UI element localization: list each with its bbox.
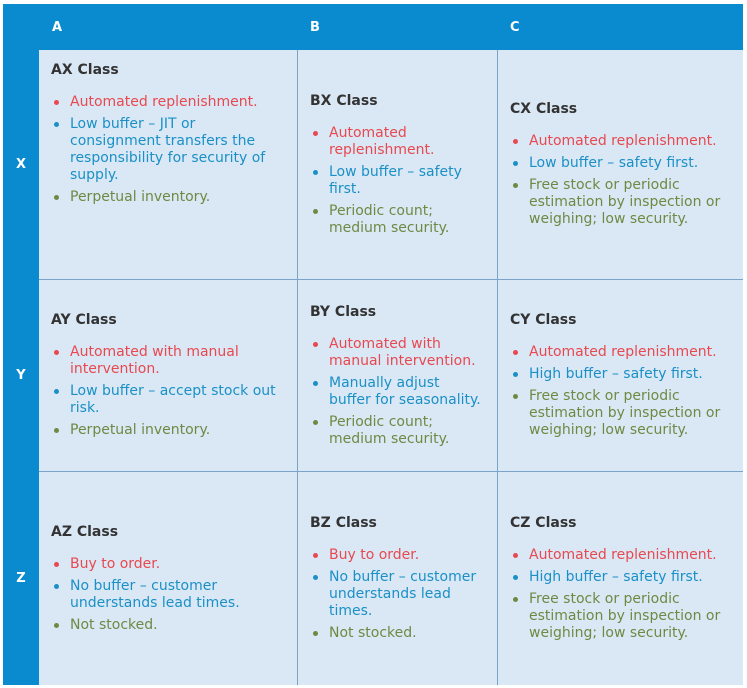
- item-text: Free stock or periodic estimation by inspection or weighing; low security.: [529, 591, 721, 641]
- list-item: [510, 344, 729, 361]
- cell-list: [310, 336, 483, 448]
- cell-title: BX Class: [310, 92, 378, 109]
- item-text: Periodic count; medium security.: [329, 202, 450, 236]
- cell-cx: [497, 50, 743, 279]
- cell-bx: [297, 50, 497, 279]
- bullet-icon: [54, 428, 59, 433]
- bullet-icon: [313, 553, 318, 558]
- cell-title: CX Class: [510, 101, 578, 117]
- item-text: Buy to order.: [329, 547, 420, 563]
- cell-ay: [39, 279, 297, 471]
- bullet-icon: [513, 553, 518, 558]
- list-item: [310, 625, 483, 642]
- cell-title: CY Class: [510, 312, 577, 328]
- list-item: [310, 164, 483, 198]
- item-text: Not stocked.: [70, 616, 158, 633]
- list-item: [510, 388, 729, 439]
- row-header-z: Z: [16, 570, 26, 586]
- list-item: [51, 383, 283, 417]
- item-text: High buffer – safety first.: [529, 569, 703, 585]
- list-item: [510, 591, 729, 642]
- list-item: [510, 366, 729, 383]
- list-item: [51, 344, 283, 378]
- cell-by: [297, 279, 497, 471]
- item-text: Automated replenishment.: [529, 547, 717, 563]
- cell-title: BY Class: [310, 303, 377, 320]
- cell-list: [51, 94, 283, 206]
- list-item: [310, 547, 483, 564]
- cell-list: [310, 125, 483, 237]
- list-item: [51, 189, 283, 206]
- item-text: Manually adjust buffer for seasonality.: [329, 374, 481, 408]
- list-item: [510, 547, 729, 564]
- list-item: [310, 569, 483, 620]
- bullet-icon: [313, 381, 318, 386]
- bullet-icon: [513, 372, 518, 377]
- list-item: [310, 203, 483, 237]
- list-item: [310, 375, 483, 409]
- cell-list: [51, 556, 283, 634]
- item-text: Low buffer – JIT or consignment transfers the responsibility for security of supply.: [70, 116, 266, 183]
- item-text: Free stock or periodic estimation by inspection or weighing; low security.: [529, 388, 721, 438]
- bullet-icon: [313, 342, 318, 347]
- corner-cell: [3, 4, 39, 50]
- bullet-icon: [54, 389, 59, 394]
- item-text: High buffer – safety first.: [529, 366, 703, 382]
- list-item: [310, 414, 483, 448]
- cell-list: [51, 344, 283, 439]
- column-header-a: A: [52, 19, 63, 35]
- item-text: Low buffer – safety first.: [529, 155, 699, 171]
- list-item: [510, 133, 729, 150]
- bullet-icon: [54, 122, 59, 127]
- item-text: Automated replenishment.: [329, 124, 435, 158]
- cell-cy: [497, 279, 743, 471]
- bullet-icon: [54, 350, 59, 355]
- column-header-c: C: [510, 19, 520, 35]
- list-item: [51, 617, 283, 634]
- bullet-icon: [54, 623, 59, 628]
- list-item: [510, 569, 729, 586]
- cell-list: [510, 547, 729, 642]
- bullet-icon: [54, 562, 59, 567]
- bullet-icon: [313, 209, 318, 214]
- cell-list: [510, 133, 729, 228]
- list-item: [310, 336, 483, 370]
- item-text: Automated replenishment.: [70, 94, 258, 110]
- item-text: Automated with manual intervention.: [329, 335, 476, 369]
- item-text: Not stocked.: [329, 625, 417, 641]
- item-text: Low buffer – safety first.: [329, 163, 462, 197]
- abc-xyz-matrix: [3, 4, 743, 685]
- row-header-y: Y: [16, 367, 26, 383]
- bullet-icon: [313, 575, 318, 580]
- item-text: Perpetual inventory.: [70, 422, 211, 438]
- item-text: Periodic count; medium security.: [329, 413, 450, 447]
- cell-title: AY Class: [51, 312, 117, 328]
- cell-title: BZ Class: [310, 515, 377, 531]
- bullet-icon: [54, 584, 59, 589]
- list-item: [510, 177, 729, 228]
- row-header-x: X: [15, 157, 27, 172]
- bullet-icon: [54, 100, 59, 105]
- bullet-icon: [513, 139, 518, 144]
- item-text: Automated replenishment.: [529, 344, 717, 360]
- bullet-icon: [54, 195, 59, 200]
- bullet-icon: [313, 420, 318, 425]
- cell-az: [39, 471, 297, 685]
- bullet-icon: [513, 597, 518, 602]
- item-text: Buy to order.: [70, 555, 161, 572]
- list-item: [51, 556, 283, 573]
- item-text: Low buffer – accept stock out risk.: [70, 383, 276, 416]
- bullet-icon: [513, 183, 518, 188]
- list-item: [51, 116, 283, 184]
- list-item: [510, 155, 729, 172]
- item-text: No buffer – customer understands lead times.: [70, 577, 240, 611]
- item-text: No buffer – customer understands lead times.: [329, 569, 477, 619]
- bullet-icon: [513, 394, 518, 399]
- cell-list: [510, 344, 729, 439]
- list-item: [51, 94, 283, 111]
- bullet-icon: [513, 575, 518, 580]
- cell-title: AZ Class: [51, 523, 119, 540]
- list-item: [51, 578, 283, 612]
- cell-title: AX Class: [51, 62, 119, 78]
- item-text: Perpetual inventory.: [70, 189, 211, 205]
- item-text: Free stock or periodic estimation by inspection or weighing; low security.: [529, 177, 721, 227]
- bullet-icon: [313, 170, 318, 175]
- cell-cz: [497, 471, 743, 685]
- cell-title: CZ Class: [510, 515, 577, 531]
- list-item: [51, 422, 283, 439]
- bullet-icon: [313, 631, 318, 636]
- cell-list: [310, 547, 483, 642]
- item-text: Automated with manual intervention.: [70, 344, 239, 377]
- bullet-icon: [513, 161, 518, 166]
- item-text: Automated replenishment.: [529, 133, 717, 149]
- column-header-b: B: [310, 19, 320, 35]
- bullet-icon: [313, 131, 318, 136]
- list-item: [310, 125, 483, 159]
- cell-bz: [297, 471, 497, 685]
- bullet-icon: [513, 350, 518, 355]
- cell-ax: [39, 50, 297, 279]
